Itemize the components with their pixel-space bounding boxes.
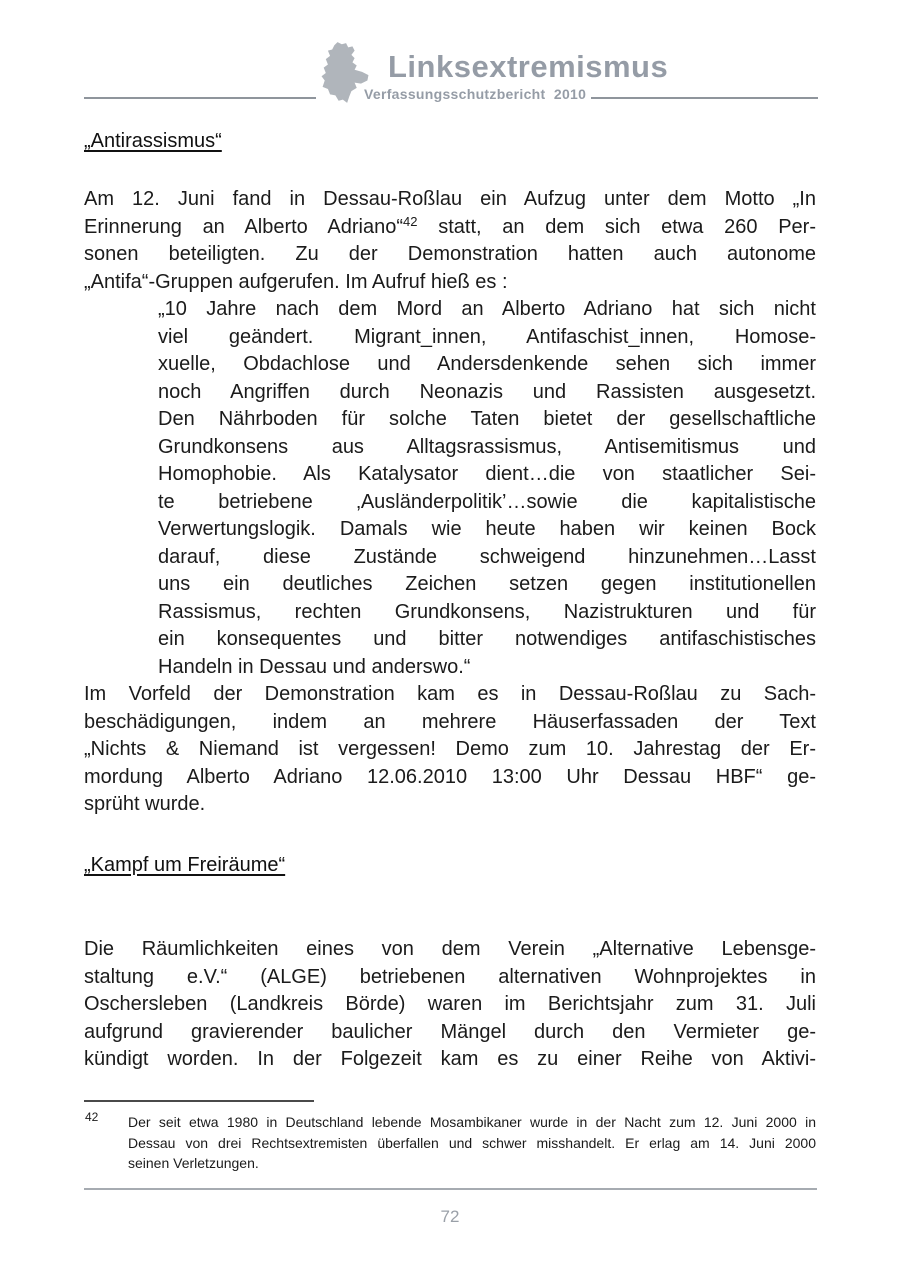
footnote-separator-rule — [84, 1100, 314, 1102]
text-line: Handeln in Dessau und anderswo.“ — [158, 655, 471, 678]
text-line: uns ein deutliches Zeichen setzen gegen institutionellen — [158, 573, 816, 595]
report-subtitle: Verfassungsschutzbericht 2010 — [364, 86, 587, 102]
text-line: Den Nährboden für solche Taten bietet der gesellschaftliche — [158, 408, 816, 430]
footer-rule — [84, 1188, 817, 1190]
text-line: „10 Jahre nach dem Mord an Alberto Adriano hat sich nicht — [158, 298, 816, 320]
text-line: seinen Verletzungen. — [128, 1155, 259, 1171]
text-line: xuelle, Obdachlose und Andersdenkende sehen sich immer — [158, 353, 816, 375]
header-rule-right — [591, 97, 818, 99]
text-line: Oschersleben (Landkreis Börde) waren im Berichtsjahr zum 31. Juli — [84, 993, 816, 1015]
footnote-reference: 42 — [403, 213, 418, 229]
report-chapter-title: Linksextremismus — [388, 49, 669, 84]
page-number: 72 — [440, 1207, 460, 1226]
text-line: Die Räumlichkeiten eines von dem Verein „Alternative Lebensge- — [84, 938, 816, 960]
text-line: Am 12. Juni fand in Dessau-Roßlau ein Aufzug unter dem Motto „In — [84, 188, 816, 210]
paragraph-alge — [84, 936, 816, 1074]
text-line: Der seit etwa 1980 in Deutschland lebende Mosambikaner wurde in der Nacht zum 12. Juni 2000 in — [128, 1114, 816, 1130]
text-line: Erinnerung an Alberto Adriano“$^{42}$ statt, an dem sich etwa 260 Per- — [84, 213, 816, 238]
section-heading-freiraeume: „Kampf um Freiräume“ — [84, 854, 286, 876]
text-line: noch Angriffen durch Neonazis und Rassisten ausgesetzt. — [158, 380, 816, 403]
text-line: darauf, diese Zustände schweigend hinzunehmen…Lasst — [158, 545, 816, 568]
text-line: sprüht wurde. — [84, 793, 206, 815]
text-line: Homophobie. Als Katalysator dient…die von staatlicher Sei- — [158, 463, 816, 485]
text-line: Im Vorfeld der Demonstration kam es in Dessau-Roßlau zu Sach- — [84, 683, 816, 705]
text-line: „Nichts & Niemand ist vergessen! Demo zum 10. Jahrestag der Er- — [84, 738, 816, 760]
text-line: mordung Alberto Adriano 12.06.2010 13:00 Uhr Dessau HBF“ ge- — [84, 765, 816, 788]
header-rule-left — [84, 97, 316, 99]
paragraph-demonstration — [84, 186, 816, 296]
text-line: Grundkonsens aus Alltagsrassismus, Antisemitismus und — [158, 435, 816, 458]
text-line: Verwertungslogik. Damals wie heute haben wir keinen Bock — [158, 518, 816, 540]
text-line: aufgrund gravierender baulicher Mängel durch den Vermieter ge- — [84, 1020, 816, 1043]
text-line: viel geändert. Migrant_innen, Antifaschist_innen, Homose- — [158, 325, 816, 348]
blockquote-aufruf — [158, 296, 816, 681]
text-line: Dessau von drei Rechtsextremisten überfallen und schwer misshandelt. Er erlag am 14. Juni 2000 — [128, 1134, 816, 1151]
text-line: kündigt worden. In der Folgezeit kam es zu einer Reihe von Aktivi- — [84, 1048, 816, 1070]
text-line: beschädigungen, indem an mehrere Häuserfassaden der Text — [84, 710, 816, 733]
text-line: te betriebene ‚Ausländerpolitik’…sowie die kapitalistische — [158, 490, 816, 513]
text-line: staltung e.V.“ (ALGE) betriebenen alternativen Wohnprojektes in — [84, 965, 816, 988]
text-line: Rassismus, rechten Grundkonsens, Nazistrukturen und für — [158, 600, 816, 623]
section-heading-antirassismus: „Antirassismus“ — [84, 130, 222, 152]
text-line: „Antifa“-Gruppen aufgerufen. Im Aufruf hieß es : — [84, 270, 508, 293]
footnote-text — [128, 1112, 816, 1174]
footnote-marker: 42 — [85, 1110, 99, 1124]
text-line: sonen beteiligten. Zu der Demonstration hatten auch autonome — [84, 243, 816, 265]
paragraph-sachbeschaedigung — [84, 681, 816, 819]
text-line: ein konsequentes und bitter notwendiges antifaschistisches — [158, 628, 816, 650]
